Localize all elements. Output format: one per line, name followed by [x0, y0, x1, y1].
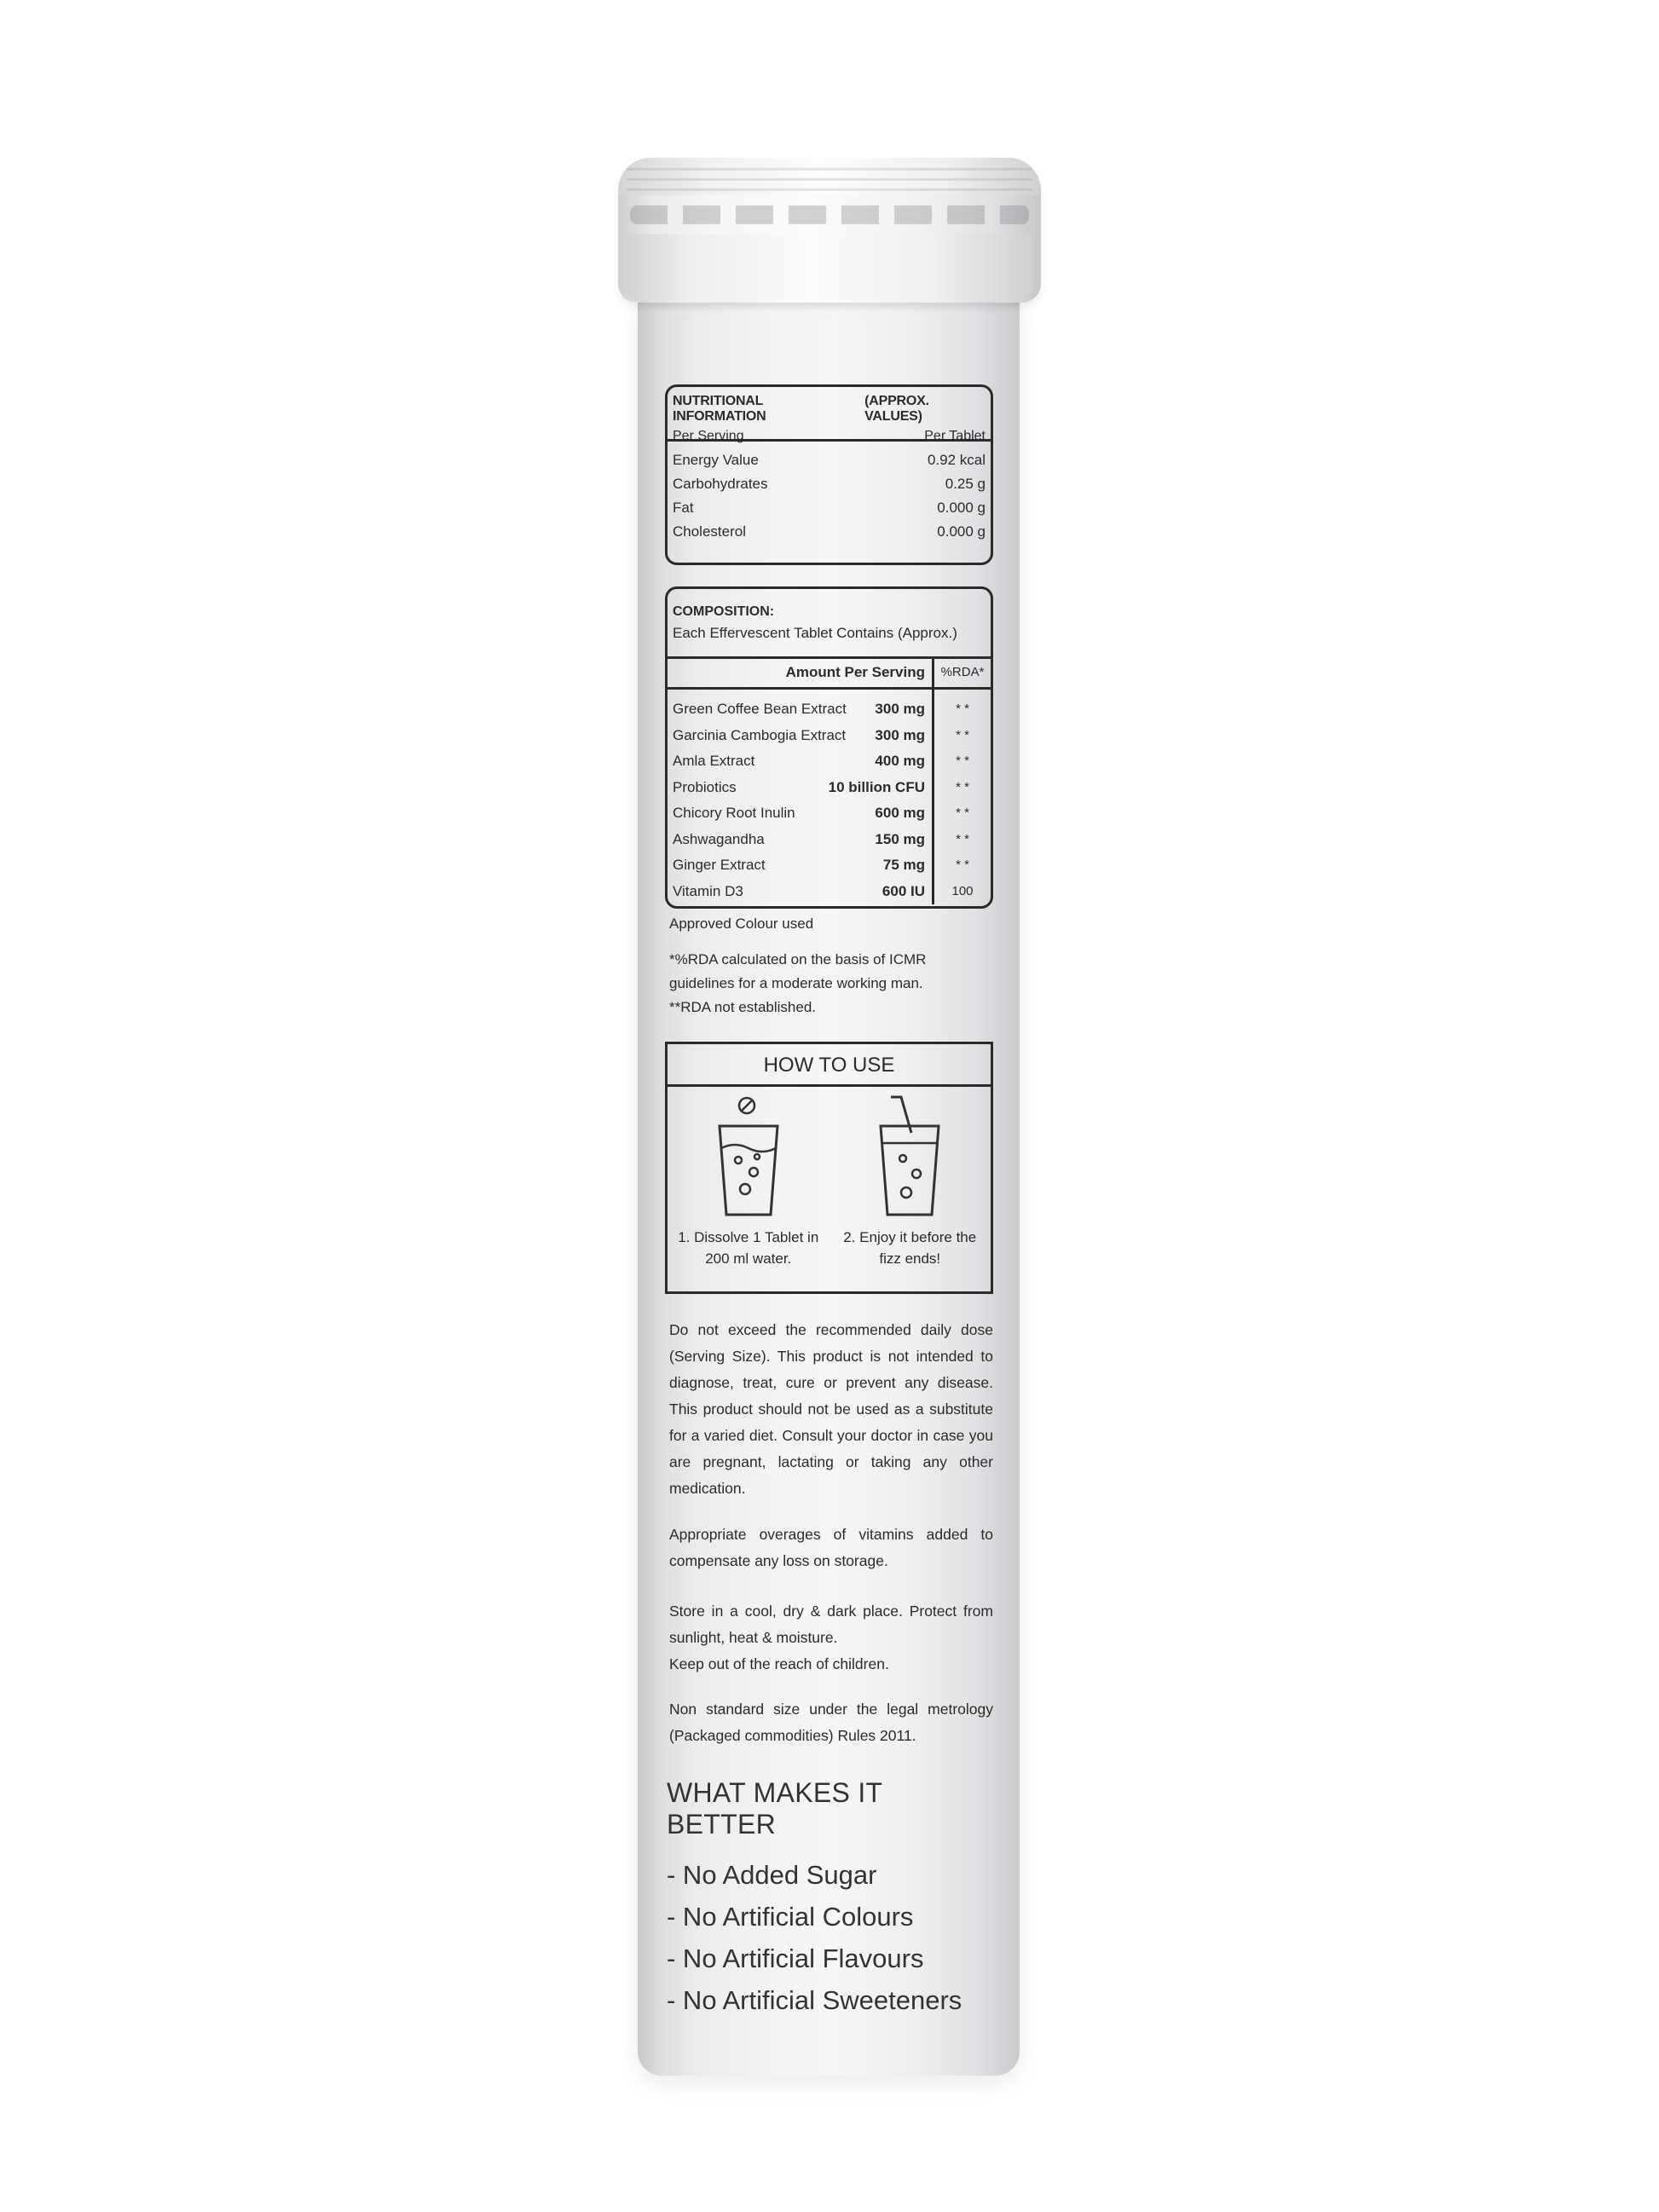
rda-cell: * *: [956, 727, 969, 742]
nutrient-value: 0.25 g: [945, 476, 986, 492]
composition-header: [668, 589, 991, 659]
how-to-use-title: HOW TO USE: [668, 1044, 991, 1087]
composition-row: [668, 827, 932, 853]
nutrition-title: NUTRITIONAL INFORMATION: [673, 394, 766, 424]
nutrition-row: [668, 496, 991, 520]
what-makes-it-better: [667, 1777, 999, 2021]
ingredient-name: Ashwagandha: [673, 830, 765, 847]
rda-cell: * *: [956, 831, 969, 846]
composition-subtitle: Each Effervescent Tablet Contains (Approx.): [673, 625, 957, 641]
per-tablet-label: Per Tablet: [924, 429, 986, 443]
rda-cell: * *: [956, 806, 969, 820]
how-to-use-box: [665, 1042, 993, 1294]
ingredient-amount: 300 mg: [875, 701, 925, 717]
cap-ridge: [627, 188, 1032, 191]
composition-row: [668, 775, 932, 801]
nutrition-row: [668, 520, 991, 544]
ingredient-amount: 150 mg: [875, 830, 925, 847]
step1-line2: 200 ml water.: [705, 1250, 792, 1267]
nutrient-value: 0.92 kcal: [927, 452, 986, 468]
rda-column-header: %RDA*: [932, 659, 991, 687]
ingredient-amount: 600 IU: [882, 882, 925, 899]
children-warning: Keep out of the reach of children.: [669, 1655, 889, 1672]
better-item: - No Artificial Colours: [667, 1902, 914, 1932]
amount-column-header: Amount Per Serving: [785, 664, 925, 680]
step2-line1: 2. Enjoy it before the: [843, 1229, 977, 1245]
ingredient-amount: 300 mg: [875, 726, 925, 743]
rda-cell: * *: [956, 754, 969, 768]
composition-row: [668, 696, 932, 723]
nutrient-value: 0.000 g: [937, 500, 986, 516]
cap-ridge: [627, 168, 1032, 170]
better-item: - No Artificial Flavours: [667, 1943, 924, 1973]
rda-cell: * *: [956, 779, 969, 794]
glass-with-straw-icon: [867, 1095, 952, 1223]
ingredient-name: Garcinia Cambogia Extract: [673, 726, 847, 743]
nutrition-table: [665, 384, 993, 565]
cap-lower: [627, 234, 1032, 303]
rda-not-established-note: **RDA not established.: [669, 999, 816, 1015]
nutrient-name: Carbohydrates: [673, 476, 768, 492]
better-heading: WHAT MAKES IT BETTER: [667, 1777, 882, 1839]
storage-paragraph: Store in a cool, dry & dark place. Protect from sunlight, heat & moisture.: [669, 1603, 993, 1646]
rda-cell: 100: [951, 883, 974, 898]
nutrition-row: [668, 448, 991, 472]
cap-grip: [630, 205, 1029, 224]
nutrition-row: [668, 472, 991, 496]
overages-paragraph: Appropriate overages of vitamins added to compensate any loss on storage.: [669, 1526, 993, 1569]
composition-row: [668, 879, 932, 905]
per-serving-label: Per Serving: [673, 429, 744, 443]
warning-paragraph: Do not exceed the recommended daily dose (Serving Size). This product is not intended to diagnose, treat, cure or prevent any disease. This product should not be used as a substitute for a varied diet. Consult your doctor in case you are pregnant, lactating or taking any other medication.: [669, 1321, 993, 1497]
rda-cell: * *: [956, 858, 969, 872]
nutrient-name: Energy Value: [673, 452, 759, 468]
ingredient-amount: 400 mg: [875, 753, 925, 769]
nutrition-approx: (APPROX. VALUES): [864, 394, 929, 424]
nutrient-name: Cholesterol: [673, 523, 746, 540]
nutrition-header: [668, 387, 991, 442]
composition-table: [665, 586, 993, 909]
rda-footnote: *%RDA calculated on the basis of ICMR guidelines for a moderate working man.: [669, 951, 927, 991]
composition-row: [668, 748, 932, 775]
ingredient-name: Amla Extract: [673, 753, 755, 769]
ingredient-name: Green Coffee Bean Extract: [673, 701, 847, 717]
better-item: - No Artificial Sweeteners: [667, 1985, 962, 2015]
ingredient-name: Chicory Root Inulin: [673, 805, 795, 821]
ingredient-amount: 600 mg: [875, 805, 925, 821]
step-enjoy: [830, 1087, 991, 1269]
composition-title: COMPOSITION:: [673, 604, 775, 619]
rda-cell: * *: [956, 702, 969, 716]
ingredient-name: Probiotics: [673, 778, 737, 795]
composition-row: [668, 800, 932, 827]
composition-column-header: [668, 659, 991, 690]
glass-with-tablet-icon: [706, 1095, 791, 1223]
nutrient-name: Fat: [673, 500, 694, 516]
ingredient-name: Ginger Extract: [673, 857, 766, 873]
better-item: - No Added Sugar: [667, 1860, 877, 1890]
approved-colour-note: Approved Colour used: [669, 915, 814, 932]
cap-ridge: [627, 178, 1032, 181]
cap-rim: [618, 158, 1041, 195]
ingredient-amount: 10 billion CFU: [828, 778, 925, 795]
composition-row: [668, 852, 932, 879]
step1-line1: 1. Dissolve 1 Tablet in: [678, 1229, 819, 1245]
step2-line2: fizz ends!: [879, 1250, 941, 1267]
nutrient-value: 0.000 g: [937, 523, 986, 540]
metrology-paragraph: Non standard size under the legal metrology (Packaged commodities) Rules 2011.: [669, 1701, 993, 1744]
step-dissolve: [668, 1087, 830, 1269]
ingredient-name: Vitamin D3: [673, 882, 743, 899]
ingredient-amount: 75 mg: [882, 857, 925, 873]
tube-cap: [618, 158, 1041, 303]
composition-row: [668, 723, 932, 749]
